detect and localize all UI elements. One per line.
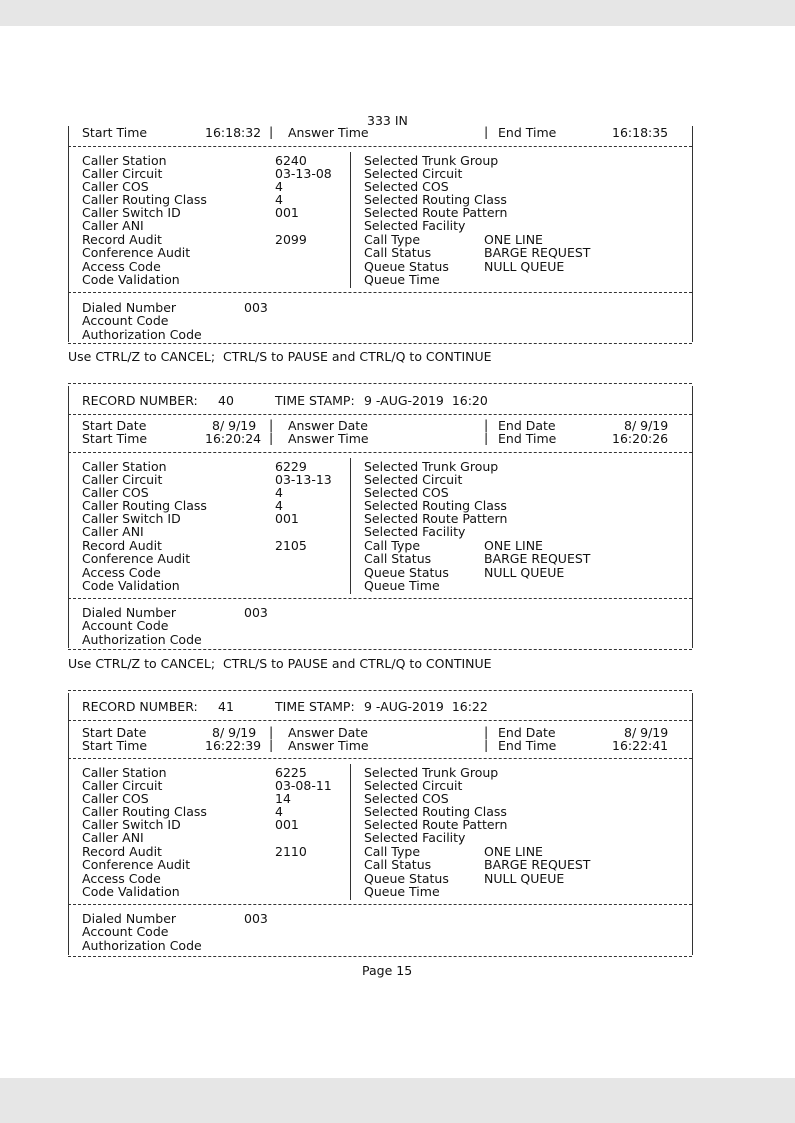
time-stamp-label: TIME STAMP: — [275, 699, 355, 714]
caller-routing-class-value: 4 — [275, 192, 283, 207]
end-time-label: End Time — [498, 125, 557, 140]
divider: | — [269, 430, 274, 445]
caller-routing-class-label: Caller Routing Class — [82, 804, 207, 819]
caller-ani-label: Caller ANI — [82, 524, 144, 539]
code-validation-label: Code Validation — [82, 884, 180, 899]
selected-route-pattern-label: Selected Route Pattern — [364, 205, 508, 220]
answer-date-label: Answer Date — [288, 418, 368, 433]
answer-time-label: Answer Time — [288, 431, 369, 446]
end-date-value: 8/ 9/19 — [624, 418, 669, 433]
selected-facility-label: Selected Facility — [364, 524, 466, 539]
caller-switch-id-value: 001 — [275, 511, 299, 526]
call-type-label: Call Type — [364, 844, 421, 859]
selected-routing-class-label: Selected Routing Class — [364, 498, 507, 513]
record-audit-label: Record Audit — [82, 232, 162, 247]
call-type-label: Call Type — [364, 538, 421, 553]
account-code-label: Account Code — [82, 924, 169, 939]
dashed-rule — [68, 904, 692, 905]
caller-station-value: 6240 — [275, 153, 307, 168]
column-divider — [350, 764, 351, 900]
call-type-value: ONE LINE — [484, 844, 543, 859]
answer-time-label: Answer Time — [288, 738, 369, 753]
right-border — [692, 126, 693, 342]
end-date-value: 8/ 9/19 — [624, 725, 669, 740]
call-type-label: Call Type — [364, 232, 421, 247]
dialed-number-label: Dialed Number — [82, 300, 177, 315]
answer-time-label: Answer Time — [288, 125, 369, 140]
dashed-rule — [68, 720, 692, 721]
end-time-value: 16:22:41 — [612, 738, 669, 753]
queue-time-label: Queue Time — [364, 272, 440, 287]
access-code-label: Access Code — [82, 259, 161, 274]
caller-switch-id-label: Caller Switch ID — [82, 511, 181, 526]
record-number-label: RECORD NUMBER: — [82, 699, 198, 714]
scan-border-top — [0, 0, 795, 26]
queue-status-label: Queue Status — [364, 259, 449, 274]
dashed-rule — [68, 956, 692, 957]
caller-station-label: Caller Station — [82, 459, 167, 474]
divider: | — [269, 417, 274, 432]
caller-cos-value: 4 — [275, 179, 283, 194]
selected-circuit-label: Selected Circuit — [364, 778, 463, 793]
record-number-value: 40 — [218, 393, 234, 408]
dialed-number-label: Dialed Number — [82, 605, 177, 620]
start-time-value: 16:20:24 — [205, 431, 262, 446]
queue-time-label: Queue Time — [364, 578, 440, 593]
start-date-label: Start Date — [82, 418, 147, 433]
access-code-label: Access Code — [82, 565, 161, 580]
dialed-number-value: 003 — [244, 300, 268, 315]
caller-station-value: 6229 — [275, 459, 307, 474]
end-time-label: End Time — [498, 431, 557, 446]
call-status-value: BARGE REQUEST — [484, 857, 591, 872]
record-audit-value: 2110 — [275, 844, 307, 859]
start-time-label: Start Time — [82, 431, 148, 446]
call-status-label: Call Status — [364, 551, 432, 566]
start-time-label: Start Time — [82, 125, 148, 140]
right-border — [692, 693, 693, 955]
queue-status-label: Queue Status — [364, 871, 449, 886]
caller-routing-class-value: 4 — [275, 498, 283, 513]
selected-circuit-label: Selected Circuit — [364, 166, 463, 181]
caller-ani-label: Caller ANI — [82, 218, 144, 233]
dashed-rule — [68, 758, 692, 759]
dashed-rule — [68, 598, 692, 599]
conference-audit-label: Conference Audit — [82, 551, 191, 566]
dashed-rule — [68, 343, 692, 344]
selected-cos-label: Selected COS — [364, 791, 449, 806]
end-time-label: End Time — [498, 738, 557, 753]
caller-station-value: 6225 — [275, 765, 307, 780]
account-code-label: Account Code — [82, 313, 169, 328]
authorization-code-label: Authorization Code — [82, 327, 202, 342]
conference-audit-label: Conference Audit — [82, 245, 191, 260]
selected-facility-label: Selected Facility — [364, 830, 466, 845]
dashed-rule — [68, 649, 692, 650]
call-status-label: Call Status — [364, 245, 432, 260]
queue-status-value: NULL QUEUE — [484, 871, 565, 886]
access-code-label: Access Code — [82, 871, 161, 886]
caller-routing-class-label: Caller Routing Class — [82, 498, 207, 513]
call-status-value: BARGE REQUEST — [484, 551, 591, 566]
caller-circuit-value: 03-13-13 — [275, 472, 332, 487]
record-number-label: RECORD NUMBER: — [82, 393, 198, 408]
start-date-value: 8/ 9/19 — [212, 725, 257, 740]
column-divider — [350, 458, 351, 594]
dashed-rule — [68, 452, 692, 453]
caller-circuit-label: Caller Circuit — [82, 472, 163, 487]
queue-status-label: Queue Status — [364, 565, 449, 580]
queue-time-label: Queue Time — [364, 884, 440, 899]
dialed-number-value: 003 — [244, 605, 268, 620]
queue-status-value: NULL QUEUE — [484, 259, 565, 274]
selected-cos-label: Selected COS — [364, 485, 449, 500]
record-audit-label: Record Audit — [82, 844, 162, 859]
dashed-rule — [68, 383, 692, 384]
page-number: Page 15 — [362, 963, 413, 978]
caller-switch-id-label: Caller Switch ID — [82, 205, 181, 220]
caller-cos-label: Caller COS — [82, 179, 149, 194]
caller-circuit-value: 03-08-11 — [275, 778, 332, 793]
caller-switch-id-value: 001 — [275, 205, 299, 220]
call-type-value: ONE LINE — [484, 538, 543, 553]
caller-cos-value: 14 — [275, 791, 291, 806]
time-stamp-value: 9 -AUG-2019 16:22 — [364, 699, 488, 714]
control-instructions: Use CTRL/Z to CANCEL; CTRL/S to PAUSE and CTRL/Q to CONTINUE — [68, 656, 492, 671]
caller-routing-class-value: 4 — [275, 804, 283, 819]
divider: | — [484, 430, 489, 445]
dashed-rule — [68, 690, 692, 691]
answer-date-label: Answer Date — [288, 725, 368, 740]
left-border — [68, 386, 69, 648]
record-audit-label: Record Audit — [82, 538, 162, 553]
call-type-value: ONE LINE — [484, 232, 543, 247]
divider: | — [269, 124, 274, 139]
end-time-value: 16:20:26 — [612, 431, 669, 446]
end-date-label: End Date — [498, 725, 556, 740]
divider: | — [484, 724, 489, 739]
caller-ani-label: Caller ANI — [82, 830, 144, 845]
dashed-rule — [68, 146, 692, 147]
right-border — [692, 386, 693, 648]
conference-audit-label: Conference Audit — [82, 857, 191, 872]
queue-status-value: NULL QUEUE — [484, 565, 565, 580]
divider: | — [269, 737, 274, 752]
selected-routing-class-label: Selected Routing Class — [364, 804, 507, 819]
column-divider — [350, 152, 351, 288]
selected-trunk-group-label: Selected Trunk Group — [364, 153, 499, 168]
selected-trunk-group-label: Selected Trunk Group — [364, 459, 499, 474]
caller-station-label: Caller Station — [82, 765, 167, 780]
caller-circuit-label: Caller Circuit — [82, 166, 163, 181]
code-validation-label: Code Validation — [82, 578, 180, 593]
end-time-value: 16:18:35 — [612, 125, 669, 140]
authorization-code-label: Authorization Code — [82, 938, 202, 953]
caller-routing-class-label: Caller Routing Class — [82, 192, 207, 207]
start-date-label: Start Date — [82, 725, 147, 740]
caller-switch-id-label: Caller Switch ID — [82, 817, 181, 832]
selected-route-pattern-label: Selected Route Pattern — [364, 511, 508, 526]
divider: | — [484, 417, 489, 432]
caller-circuit-value: 03-13-08 — [275, 166, 332, 181]
authorization-code-label: Authorization Code — [82, 632, 202, 647]
caller-cos-label: Caller COS — [82, 791, 149, 806]
caller-circuit-label: Caller Circuit — [82, 778, 163, 793]
end-date-label: End Date — [498, 418, 556, 433]
dashed-rule — [68, 292, 692, 293]
scan-border-bottom — [0, 1078, 795, 1123]
divider: | — [484, 737, 489, 752]
control-instructions: Use CTRL/Z to CANCEL; CTRL/S to PAUSE and CTRL/Q to CONTINUE — [68, 349, 492, 364]
selected-route-pattern-label: Selected Route Pattern — [364, 817, 508, 832]
caller-switch-id-value: 001 — [275, 817, 299, 832]
divider: | — [269, 724, 274, 739]
selected-trunk-group-label: Selected Trunk Group — [364, 765, 499, 780]
caller-cos-value: 4 — [275, 485, 283, 500]
record-audit-value: 2105 — [275, 538, 307, 553]
left-border — [68, 693, 69, 955]
caller-cos-label: Caller COS — [82, 485, 149, 500]
dialed-number-value: 003 — [244, 911, 268, 926]
start-time-value: 16:18:32 — [205, 125, 262, 140]
start-date-value: 8/ 9/19 — [212, 418, 257, 433]
divider: | — [484, 124, 489, 139]
call-status-value: BARGE REQUEST — [484, 245, 591, 260]
page-header: 333 IN — [367, 113, 408, 128]
selected-cos-label: Selected COS — [364, 179, 449, 194]
selected-routing-class-label: Selected Routing Class — [364, 192, 507, 207]
caller-station-label: Caller Station — [82, 153, 167, 168]
left-border — [68, 126, 69, 342]
selected-circuit-label: Selected Circuit — [364, 472, 463, 487]
call-status-label: Call Status — [364, 857, 432, 872]
start-time-label: Start Time — [82, 738, 148, 753]
selected-facility-label: Selected Facility — [364, 218, 466, 233]
dialed-number-label: Dialed Number — [82, 911, 177, 926]
time-stamp-label: TIME STAMP: — [275, 393, 355, 408]
account-code-label: Account Code — [82, 618, 169, 633]
time-stamp-value: 9 -AUG-2019 16:20 — [364, 393, 488, 408]
start-time-value: 16:22:39 — [205, 738, 262, 753]
dashed-rule — [68, 414, 692, 415]
record-number-value: 41 — [218, 699, 234, 714]
code-validation-label: Code Validation — [82, 272, 180, 287]
record-audit-value: 2099 — [275, 232, 307, 247]
